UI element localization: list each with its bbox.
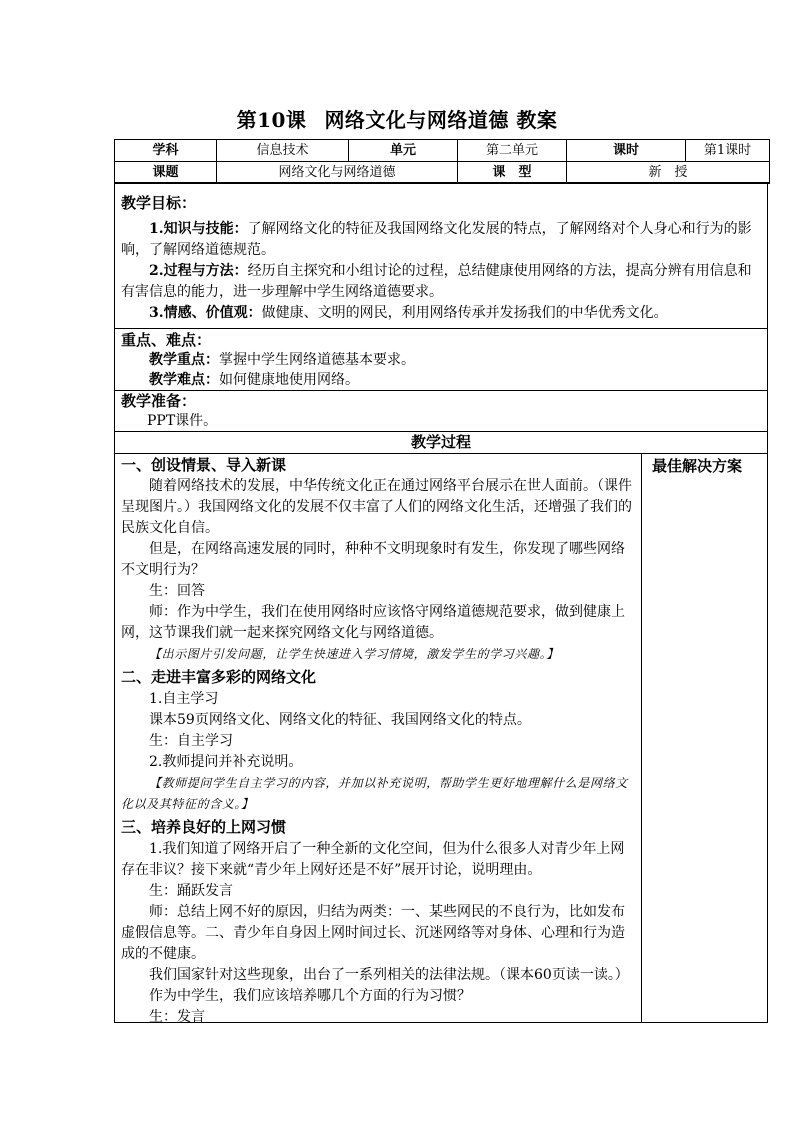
hours-value: 第1课时: [686, 140, 770, 162]
objectives-section: [114, 182, 768, 329]
focus-key-label: 教学重点：: [149, 352, 219, 368]
objectives-heading: 教学目标：: [121, 194, 197, 212]
section-paragraph: 我们国家针对这些现象，出台了一系列相关的法律法规。（课本60页读一读。）: [149, 967, 629, 983]
process-main-column: [121, 455, 635, 1028]
section-paragraph: 生：自主学习: [149, 733, 233, 749]
objective-text: 做健康、文明的网民，利用网络传承并发扬我们的中华优秀文化。: [261, 305, 668, 321]
section-paragraph: 2.教师提问并补充说明。: [149, 754, 303, 770]
objective-item: [121, 303, 761, 324]
objective-item: [121, 219, 761, 261]
column-divider: [641, 454, 642, 1023]
prep-text: PPT课件。: [147, 413, 218, 429]
process-heading-row: [114, 432, 768, 454]
lesson-number: 第10课: [236, 108, 307, 132]
unit-value: 第二单元: [458, 140, 567, 162]
info-row-2: [115, 162, 770, 184]
objective-label: 1.知识与技能：: [149, 221, 248, 237]
focus-difficult: [121, 370, 761, 390]
lesson-title: 网络文化与网络道德 教案: [324, 108, 558, 132]
prep-section: [114, 391, 768, 432]
section-paragraph: 作为中学生，我们应该培养哪几个方面的行为习惯？: [149, 988, 471, 1004]
focus-key: [121, 350, 761, 370]
page-title: [0, 104, 794, 133]
focus-section: [114, 329, 768, 391]
table-rule: [114, 182, 770, 183]
process-body: [114, 454, 768, 1023]
objective-text: 经历自主探究和小组讨论的过程，总结健康使用网络的方法，提高分辨有用信息和有害信息的能力，进一步理解中学生网络道德要求。: [121, 263, 752, 300]
subject-label: 学科: [115, 140, 217, 162]
section-heading: 一、创设情景、导入新课: [121, 456, 287, 474]
section-paragraph: 随着网络技术的发展，中华传统文化正在通过网络平台展示在世人面前。（课件呈现图片。）我国网络文化的发展不仅丰富了人们的网络文化生活，还增强了我们的民族文化自信。: [121, 478, 632, 536]
section-paragraph: 1.我们知道了网络开启了一种全新的文化空间，但为什么很多人对青少年上网存在非议？接下来就“青少年上网好还是不好”展开讨论，说明理由。: [121, 841, 625, 878]
unit-label: 单元: [349, 140, 458, 162]
objective-label: 2.过程与方法：: [149, 263, 248, 279]
type-label: 课 型: [458, 162, 567, 184]
section-paragraph: 但是，在网络高速发展的同时，种种不文明现象时有发生，你发现了哪些网络不文明行为？: [121, 541, 625, 578]
focus-difficult-label: 教学难点：: [149, 372, 219, 388]
section-paragraph: 师：总结上网不好的原因，归结为两类：一、某些网民的不良行为，比如发布虚假信息等。二、青少年自身因上网时间过长、沉迷网络等对身体、心理和行为造成的不健康。: [121, 904, 625, 962]
design-note: 【出示图片引发问题，让学生快速进入学习情境，激发学生的学习兴趣。】: [149, 647, 559, 661]
side-heading: 最佳解决方案: [652, 457, 743, 475]
design-note: 【教师提问学生自主学习的内容，并加以补充说明，帮助学生更好地理解什么是网络文化以及其特征的含义。】: [121, 776, 628, 811]
objective-label: 3.情感、价值观：: [149, 305, 262, 321]
section-heading: 二、走进丰富多彩的网络文化: [121, 668, 317, 686]
section-heading: 三、培养良好的上网习惯: [121, 818, 287, 836]
section-paragraph: 师：作为中学生，我们在使用网络时应该恪守网络道德规范要求，做到健康上网，这节课我们就一起来探究网络文化与网络道德。: [121, 604, 625, 641]
section-paragraph: 生：回答: [149, 583, 205, 599]
process-heading: 教学过程: [410, 433, 471, 451]
lesson-info-table: [114, 139, 770, 184]
focus-heading: 重点、难点：: [121, 331, 212, 349]
section-paragraph: 课本59页网络文化、网络文化的特征、我国网络文化的特点。: [149, 712, 531, 728]
section-paragraph: 生：踊跃发言: [149, 883, 233, 899]
objective-item: [121, 261, 761, 303]
hours-label: 课时: [567, 140, 686, 162]
section-paragraph: 生：发言: [149, 1009, 205, 1025]
focus-difficult-text: 如何健康地使用网络。: [219, 372, 359, 388]
subject-value: 信息技术: [217, 140, 349, 162]
topic-label: 课题: [115, 162, 217, 184]
info-row-1: [115, 140, 770, 162]
topic-value: 网络文化与网络道德: [217, 162, 458, 184]
type-value: 新 授: [567, 162, 770, 184]
prep-heading: 教学准备：: [121, 392, 197, 410]
objective-text: 了解网络文化的特征及我国网络文化发展的特点，了解网络对个人身心和行为的影响，了解网络道德规范。: [121, 221, 752, 258]
section-paragraph: 1.自主学习: [149, 691, 219, 707]
focus-key-text: 掌握中学生网络道德基本要求。: [219, 352, 415, 368]
